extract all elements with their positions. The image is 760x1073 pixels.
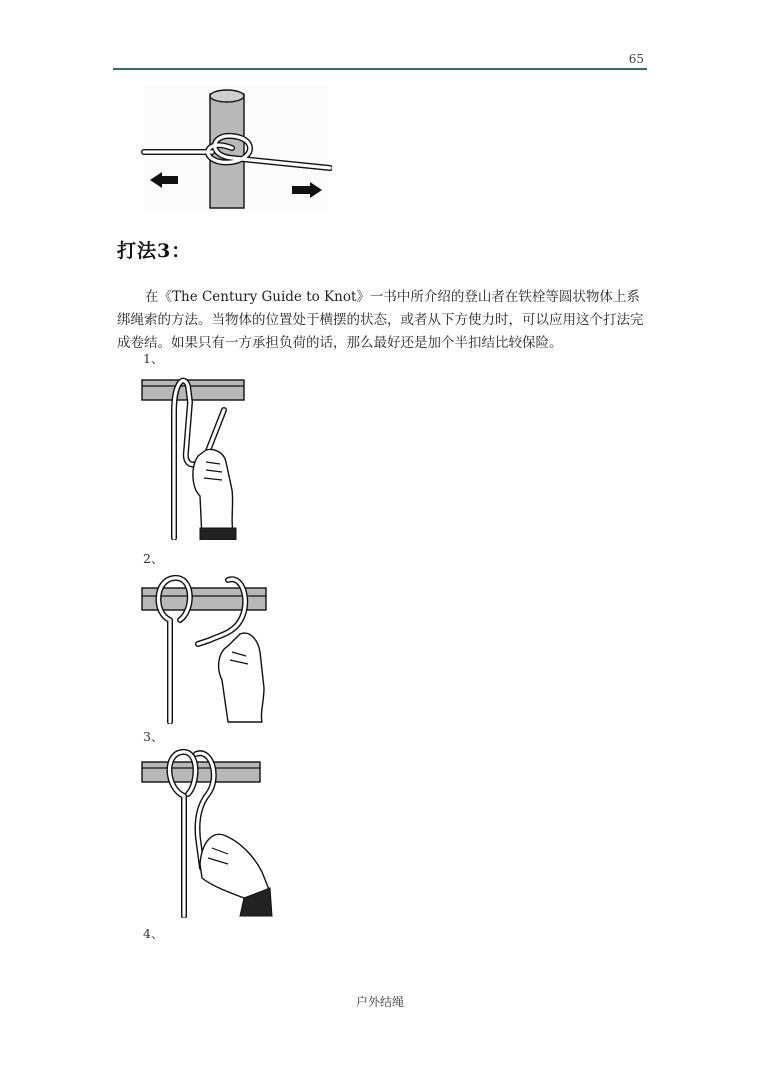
step-2-illustration	[140, 570, 270, 724]
section-heading: 打法3：	[117, 240, 192, 262]
step-1-illustration	[140, 372, 248, 540]
horizontal-bar	[142, 380, 244, 400]
header-rule	[113, 68, 647, 70]
top-knot-illustration	[140, 86, 332, 212]
hand-icon	[200, 834, 270, 898]
hand-icon	[219, 633, 264, 722]
paragraph-text: 在《The Century Guide to Knot》一书中所介绍的登山者在铁栓等圆状物体上系绑绳索的方法。当物体的位置处于横摆的状态，或者从下方使力时，可以应用这个打法完成卷结。如果只有一方承担负荷的话，那么最好还是加个半扣结比较保险。	[117, 289, 644, 351]
step-label-4: 4、	[143, 926, 164, 941]
step-label-1: 1、	[143, 351, 164, 366]
section-paragraph	[117, 286, 647, 355]
step-label-2: 2、	[143, 551, 164, 566]
page-footer: 户外结绳	[355, 995, 404, 1009]
step-label-3: 3、	[143, 729, 164, 744]
step-3-illustration	[140, 748, 274, 918]
page-number: 65	[628, 52, 644, 66]
horizontal-bar	[142, 762, 260, 782]
